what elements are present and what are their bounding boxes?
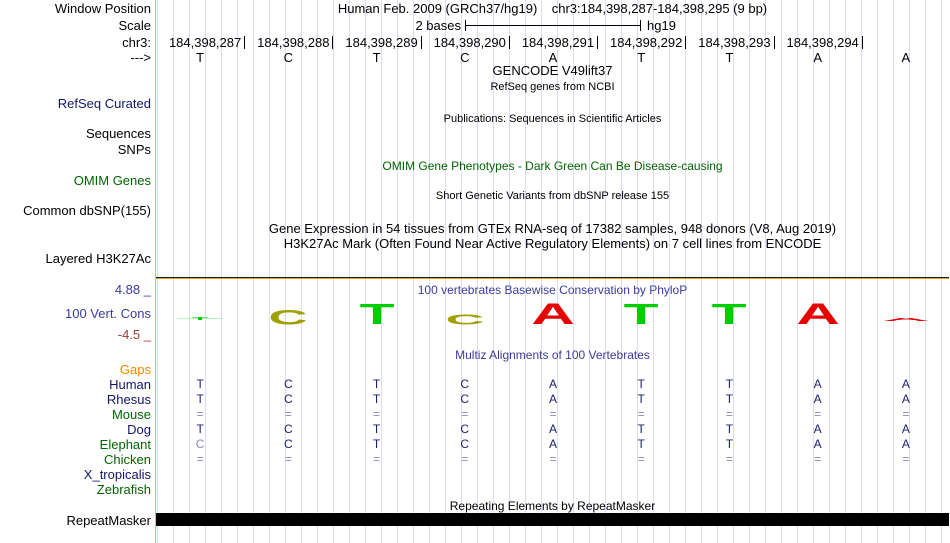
alignment-base-human[interactable]: T <box>372 377 381 391</box>
alignment-base-chicken[interactable]: = <box>196 452 204 466</box>
sequence-base: T <box>196 50 205 65</box>
gtex-title[interactable]: Gene Expression in 54 tissues from GTEx RNA-seq of 17382 samples, 948 donors (V8, Aug 2019) <box>268 221 837 236</box>
sidebar-label-chrom: chr3: <box>122 35 151 50</box>
sequence-base: A <box>548 50 558 65</box>
alignment-base-rhesus[interactable]: T <box>637 392 645 406</box>
alignment-base-human[interactable]: A <box>813 377 822 391</box>
repeatmasker-title[interactable]: Repeating Elements by RepeatMasker <box>449 499 656 513</box>
alignment-base-mouse[interactable]: = <box>461 407 469 421</box>
sidebar-label-chicken[interactable]: Chicken <box>104 452 151 467</box>
alignment-base-dog[interactable]: A <box>813 422 822 436</box>
ruler-position-label: 184,398,289 <box>345 35 418 50</box>
alignment-base-mouse[interactable]: = <box>549 407 557 421</box>
alignment-base-rhesus[interactable]: T <box>725 392 734 406</box>
alignment-base-dog[interactable]: A <box>548 422 558 436</box>
phylop-letter-a[interactable]: A <box>795 298 840 331</box>
alignment-base-dog[interactable]: C <box>460 422 470 436</box>
main-title: Human Feb. 2009 (GRCh37/hg19) chr3:184,398,287-184,398,295 (9 bp) <box>337 1 768 16</box>
alignment-base-mouse[interactable]: = <box>373 407 381 421</box>
scale-bar-tick <box>640 20 641 31</box>
sidebar-label-elephant[interactable]: Elephant <box>99 437 151 452</box>
ruler-position-label: 184,398,293 <box>698 35 771 50</box>
scale-value-label: 2 bases <box>415 18 461 33</box>
alignment-base-chicken[interactable]: = <box>902 452 910 466</box>
alignment-base-human[interactable]: C <box>283 377 293 391</box>
sidebar-label-zebrafish[interactable]: Zebrafish <box>96 482 151 497</box>
publications-title[interactable]: Publications: Sequences in Scientific Articles <box>443 113 662 125</box>
alignment-base-elephant[interactable]: A <box>813 437 822 451</box>
omim-title[interactable]: OMIM Gene Phenotypes - Dark Green Can Be Disease-causing <box>382 159 723 173</box>
sidebar-label-mouse[interactable]: Mouse <box>111 407 151 422</box>
sidebar-label-omim-genes[interactable]: OMIM Genes <box>73 173 151 188</box>
alignment-base-chicken[interactable]: = <box>814 452 822 466</box>
phylop-letter-t[interactable]: T <box>359 299 394 331</box>
sidebar-label-repeatmasker[interactable]: RepeatMasker <box>66 513 151 528</box>
scale-bar-tick <box>465 20 466 31</box>
alignment-base-elephant[interactable]: A <box>548 437 558 451</box>
phylop-letter-t[interactable]: T <box>191 316 209 321</box>
ruler-position-label: 184,398,290 <box>433 35 506 50</box>
sidebar-label-common-dbsnp[interactable]: Common dbSNP(155) <box>23 203 151 218</box>
alignment-base-rhesus[interactable]: C <box>283 392 293 406</box>
dbsnp-title[interactable]: Short Genetic Variants from dbSNP release 155 <box>435 190 670 202</box>
phylop-letter-t[interactable]: T <box>623 299 659 331</box>
h3k27ac-title[interactable]: H3K27Ac Mark (Often Found Near Active Regulatory Elements) on 7 cell lines from ENCODE <box>283 236 822 251</box>
alignment-base-chicken[interactable]: = <box>284 452 292 466</box>
sidebar-label-sequences[interactable]: Sequences <box>85 126 151 141</box>
repeatmasker-bar[interactable] <box>156 513 949 526</box>
sidebar-label-human[interactable]: Human <box>109 377 151 392</box>
alignment-base-rhesus[interactable]: A <box>813 392 822 406</box>
ruler-tick <box>509 36 510 49</box>
sidebar-label-gaps[interactable]: Gaps <box>119 362 151 377</box>
alignment-base-dog[interactable]: A <box>901 422 910 436</box>
alignment-base-mouse[interactable]: = <box>725 407 733 421</box>
alignment-base-mouse[interactable]: = <box>902 407 910 421</box>
sequence-base: A <box>901 50 911 65</box>
sidebar-label-snps[interactable]: SNPs <box>117 142 151 157</box>
alignment-base-human[interactable]: T <box>637 377 645 391</box>
alignment-base-dog[interactable]: T <box>725 422 734 436</box>
alignment-base-chicken[interactable]: = <box>373 452 381 466</box>
alignment-base-chicken[interactable]: = <box>725 452 733 466</box>
sidebar-label-layered-h3k27ac[interactable]: Layered H3K27Ac <box>45 251 151 266</box>
ruler-tick <box>421 36 422 49</box>
assembly-label: hg19 <box>647 18 676 33</box>
alignment-base-dog[interactable]: T <box>637 422 645 436</box>
sidebar-label-rhesus[interactable]: Rhesus <box>106 392 151 407</box>
alignment-base-human[interactable]: A <box>901 377 910 391</box>
ruler-tick <box>774 36 775 49</box>
alignment-base-dog[interactable]: T <box>196 422 204 436</box>
alignment-base-chicken[interactable]: = <box>461 452 469 466</box>
alignment-base-elephant[interactable]: C <box>195 437 205 451</box>
alignment-base-mouse[interactable]: = <box>637 407 645 421</box>
ruler-tick <box>597 36 598 49</box>
scale-bar-line <box>465 25 641 26</box>
alignment-base-elephant[interactable]: C <box>283 437 293 451</box>
alignment-base-rhesus[interactable]: A <box>901 392 910 406</box>
sidebar-label-cons-min: -4.5 _ <box>117 327 151 342</box>
h3k27ac-signal-line-orange[interactable] <box>156 278 949 279</box>
gencode-title[interactable]: GENCODE V49lift37 <box>492 63 613 78</box>
sidebar-label-refseq-curated[interactable]: RefSeq Curated <box>57 96 151 111</box>
sidebar-label-dog[interactable]: Dog <box>127 422 151 437</box>
ruler-tick <box>685 36 686 49</box>
alignment-base-elephant[interactable]: T <box>637 437 645 451</box>
alignment-base-human[interactable]: T <box>725 377 734 391</box>
sidebar-label-vert-cons[interactable]: 100 Vert. Cons <box>65 306 151 321</box>
alignment-base-dog[interactable]: T <box>372 422 381 436</box>
phylop-letter-a[interactable]: A <box>882 316 930 322</box>
sidebar-label-cons-max: 4.88 _ <box>114 282 151 297</box>
sidebar-label-window-position: Window Position <box>54 1 151 16</box>
alignment-base-rhesus[interactable]: T <box>196 392 204 406</box>
alignment-base-rhesus[interactable]: A <box>548 392 558 406</box>
multiz-title[interactable]: Multiz Alignments of 100 Vertebrates <box>455 348 650 362</box>
alignment-base-human[interactable]: A <box>548 377 558 391</box>
sequence-base: C <box>283 50 294 65</box>
alignment-base-mouse[interactable]: = <box>814 407 822 421</box>
alignment-base-chicken[interactable]: = <box>637 452 645 466</box>
sequence-base: A <box>813 50 822 65</box>
sidebar-label-strand: ---> <box>130 50 151 65</box>
sequence-base: C <box>460 50 470 65</box>
alignment-base-elephant[interactable]: T <box>725 437 734 451</box>
sidebar-label-x-tropicalis[interactable]: X_tropicalis <box>83 467 151 482</box>
alignment-base-human[interactable]: C <box>460 377 470 391</box>
alignment-base-rhesus[interactable]: C <box>460 392 470 406</box>
alignment-base-human[interactable]: T <box>196 377 204 391</box>
ruler-position-label: 184,398,288 <box>257 35 330 50</box>
phylop-title[interactable]: 100 vertebrates Basewise Conservation by PhyloP <box>417 283 688 297</box>
sequence-base: T <box>725 50 734 65</box>
alignment-base-elephant[interactable]: C <box>460 437 470 451</box>
alignment-base-mouse[interactable]: = <box>284 407 292 421</box>
ruler-position-label: 184,398,287 <box>168 35 242 50</box>
alignment-base-chicken[interactable]: = <box>549 452 557 466</box>
phylop-letter-c[interactable]: C <box>445 312 485 328</box>
ruler-position-label: 184,398,292 <box>610 35 683 50</box>
sequence-base: T <box>372 50 381 65</box>
sequence-base: T <box>637 50 646 65</box>
alignment-base-elephant[interactable]: A <box>901 437 910 451</box>
alignment-base-elephant[interactable]: T <box>372 437 381 451</box>
alignment-base-dog[interactable]: C <box>283 422 293 436</box>
phylop-letter-c[interactable]: C <box>268 306 308 330</box>
phylop-letter-t[interactable]: T <box>712 299 747 331</box>
ruler-tick <box>244 36 245 49</box>
alignment-base-mouse[interactable]: = <box>196 407 204 421</box>
refseq-subtitle[interactable]: RefSeq genes from NCBI <box>490 81 615 93</box>
ruler-tick <box>332 36 333 49</box>
ruler-position-label: 184,398,291 <box>521 35 595 50</box>
ruler-tick <box>862 36 863 49</box>
ruler-position-label: 184,398,294 <box>786 35 859 50</box>
sidebar-label-scale: Scale <box>118 18 151 33</box>
phylop-letter-a[interactable]: A <box>531 298 575 331</box>
alignment-base-rhesus[interactable]: T <box>372 392 381 406</box>
